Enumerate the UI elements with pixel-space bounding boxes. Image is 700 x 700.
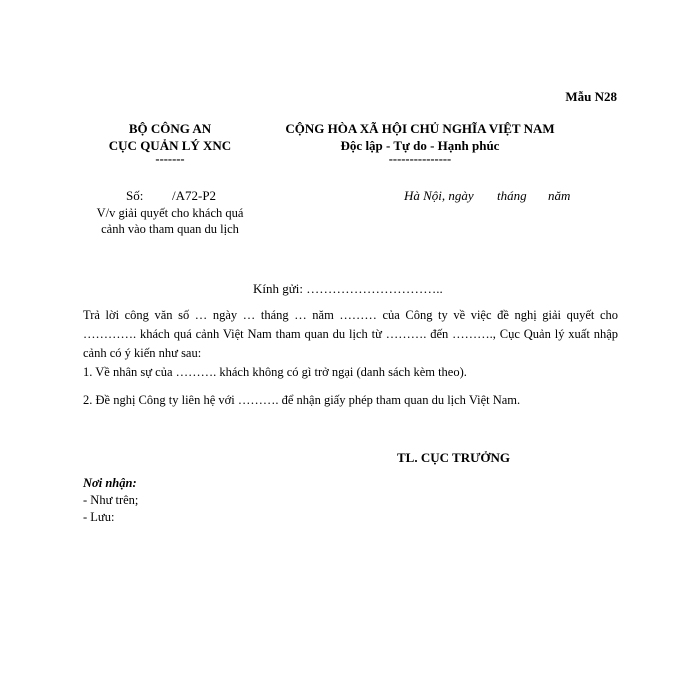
doc-number-code: /A72-P2 xyxy=(172,188,217,203)
recipients-line: - Lưu: xyxy=(83,510,115,524)
form-code: Mẫu N28 xyxy=(565,89,617,104)
right-divider: --------------- xyxy=(388,152,452,166)
intro-paragraph: Trả lời công văn số … ngày … tháng … năm ……… của Công ty về việc đề nghị giải quyết cho …………. khách quá cảnh Việt Nam tham quan du lịch từ ………. đến ………., Cục Quản lý xuất nhập cảnh có ý kiến như sau: xyxy=(83,308,618,360)
list-item: 1. Về nhân sự của ………. khách không có gì trở ngại (danh sách kèm theo). xyxy=(83,365,467,379)
date-place: Hà Nội, ngày xyxy=(404,188,474,203)
doc-number-label: Số: xyxy=(126,188,144,203)
ministry-name: BỘ CÔNG AN xyxy=(128,121,212,136)
left-divider: ------- xyxy=(155,152,185,166)
recipient-line: Kính gửi: ………………………….. xyxy=(253,281,443,296)
date-year: năm xyxy=(548,188,571,203)
country-name: CỘNG HÒA XÃ HỘI CHỦ NGHĨA VIỆT NAM xyxy=(285,121,555,136)
recipients-title: Nơi nhận: xyxy=(83,476,137,490)
recipients-line: - Như trên; xyxy=(83,493,139,507)
department-name: CỤC QUẢN LÝ XNC xyxy=(108,138,232,153)
signature-title: TL. CỤC TRƯỞNG xyxy=(397,450,511,465)
list-item: 2. Đề nghị Công ty liên hệ với ………. để nhận giấy phép tham quan du lịch Việt Nam. xyxy=(83,393,521,407)
national-motto: Độc lập - Tự do - Hạnh phúc xyxy=(340,138,500,153)
subject-line-1: V/v giải quyết cho khách quá xyxy=(96,206,244,220)
subject-line-2: cảnh vào tham quan du lịch xyxy=(101,222,239,236)
date-month: tháng xyxy=(497,188,527,203)
